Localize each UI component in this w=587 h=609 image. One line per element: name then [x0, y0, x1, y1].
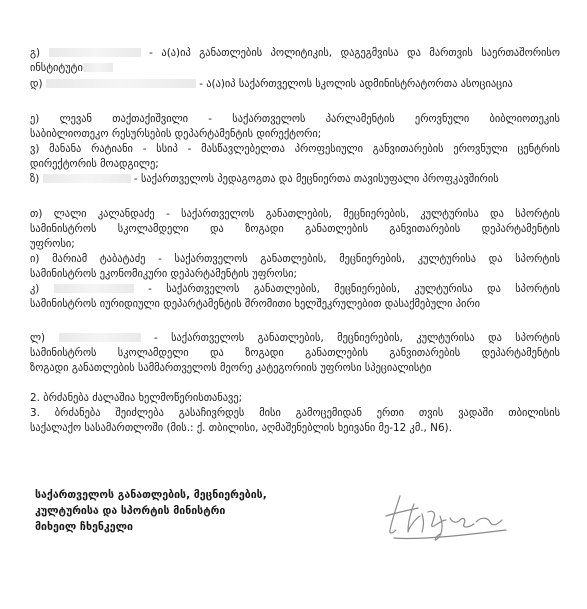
- item-l-line-2: [30, 346, 560, 360]
- redacted-name: [59, 333, 141, 342]
- item-t-line-2: [30, 222, 560, 236]
- item-g-text-1: - ა(ა)იპ განათლების პოლიტიკის, დაგეგმვისა და მართვის საერთაშორისო: [149, 47, 560, 59]
- clause-2-text: 2. ბრძანება ძალაშია ხელმოწერისთანავე;: [30, 392, 243, 404]
- item-l-text-3: ზოგადი განათლების სამმართველოს მეორე კატეგორიის უფროსი სპეციალისტი: [30, 362, 432, 374]
- item-v-line-1: [30, 142, 560, 156]
- signatory-name: მიხეილ ჩხენკელი: [35, 521, 133, 533]
- redacted-name: [54, 284, 134, 293]
- item-l-prefix: ლ): [30, 332, 46, 344]
- item-e-text-1: ე) ლევან თაქთაქიშვილი - საქართველოს პარლამენტის ეროვნული ბიბლიოთეკის: [30, 113, 560, 125]
- clause-3-line-2: [30, 421, 560, 435]
- handwritten-signature: [378, 486, 528, 546]
- item-t-text-3: უფროსი;: [30, 238, 75, 250]
- signatory-title-line-1: საქართველოს განათლების, მეცნიერების,: [35, 489, 267, 501]
- item-t-line-3: [30, 237, 560, 251]
- item-t-text-2: სამინისტროს სკოლამდელი და ზოგადი განათლების განვითარების დეპარტამენტის: [30, 223, 560, 235]
- item-v-line-2: [30, 157, 560, 171]
- item-t-text-1: თ) ლალი კალანდაძე - საქართველოს განათლების, მეცნიერების, კულტურისა და სპორტის: [30, 208, 560, 220]
- item-t-line-1: [30, 207, 560, 221]
- redacted-name: [46, 79, 196, 88]
- redacted-name: [43, 174, 131, 183]
- clause-3-text-1: 3. ბრძანება შეიძლება გასაჩივრდეს მისი გამოცემიდან ერთი თვის ვადაში თბილისის: [30, 407, 560, 419]
- item-g-line-2: [30, 61, 560, 75]
- item-l-text-2: სამინისტროს სკოლამდელი და ზოგადი განათლების განვითარების დეპარტამენტის: [30, 347, 560, 359]
- item-i-text-1: ი) მარიამ ტაბატაძე - საქართველოს განათლების, მეცნიერების, კულტურისა და სპორტის: [30, 253, 560, 265]
- clause-3-text-2: საქალაქო სასამართლოში (მის.: ქ. თბილისი, აღმაშენებლის ხეივანი მე-12 კმ., N6).: [30, 422, 452, 434]
- item-l-line-1: [30, 331, 560, 345]
- clause-2: [30, 391, 560, 405]
- item-l-line-3: [30, 361, 560, 375]
- clause-3-line-1: [30, 406, 560, 420]
- redacted-name: [49, 48, 141, 57]
- item-z-line-1: [30, 172, 560, 186]
- item-k-prefix: კ): [30, 283, 40, 295]
- item-e-line-2: [30, 127, 560, 141]
- item-d-prefix: დ): [30, 78, 43, 90]
- item-v-text-1: ვ) მანანა რატიანი - სსიპ - მასწავლებელთა პროფესიული განვითარების ეროვნული ცენტრის: [30, 143, 560, 155]
- item-z-text-1: - საქართველოს პედაგოგთა და მეცნიერთა თავისუფალი პროფკავშირის: [133, 173, 499, 185]
- item-e-text-2: საბიბლიოთეკო რესურსების დეპარტამენტის დირექტორი;: [30, 128, 322, 140]
- item-i-text-2: სამინისტროს ეკონომიკური დეპარტამენტის უფროსი;: [30, 268, 298, 280]
- item-k-text-1: - საქართველოს განათლების, მეცნიერების, კულტურისა და სპორტის: [148, 283, 560, 295]
- item-k-line-1: [30, 282, 560, 296]
- signatory-title-line-2: კულტურისა და სპორტის მინისტრი: [35, 505, 226, 517]
- item-i-line-1: [30, 252, 560, 266]
- item-z-prefix: ზ): [30, 173, 40, 185]
- item-k-text-2: სამინისტროს იურიდიული დეპარტამენტის შრომითი ხელშეკრულებით დასაქმებული პირი: [30, 298, 481, 310]
- item-e-line-1: [30, 112, 560, 126]
- item-d-line-1: [30, 77, 560, 91]
- item-g-text-2: ინსტიტუტი: [30, 62, 83, 74]
- redacted-name: [83, 63, 113, 72]
- item-l-text-1: - საქართველოს განათლების, მეცნიერების, კულტურისა და სპორტის: [153, 332, 560, 344]
- item-i-line-2: [30, 267, 560, 281]
- item-k-line-2: [30, 297, 560, 311]
- item-d-text-1: - ა(ა)იპ საქართველოს სკოლის ადმინისტრატორთა ასოციაცია: [199, 78, 513, 90]
- item-g-prefix: გ): [30, 47, 41, 59]
- item-g-line-1: [30, 46, 560, 60]
- item-v-text-2: დირექტორის მოადგილე;: [30, 158, 159, 170]
